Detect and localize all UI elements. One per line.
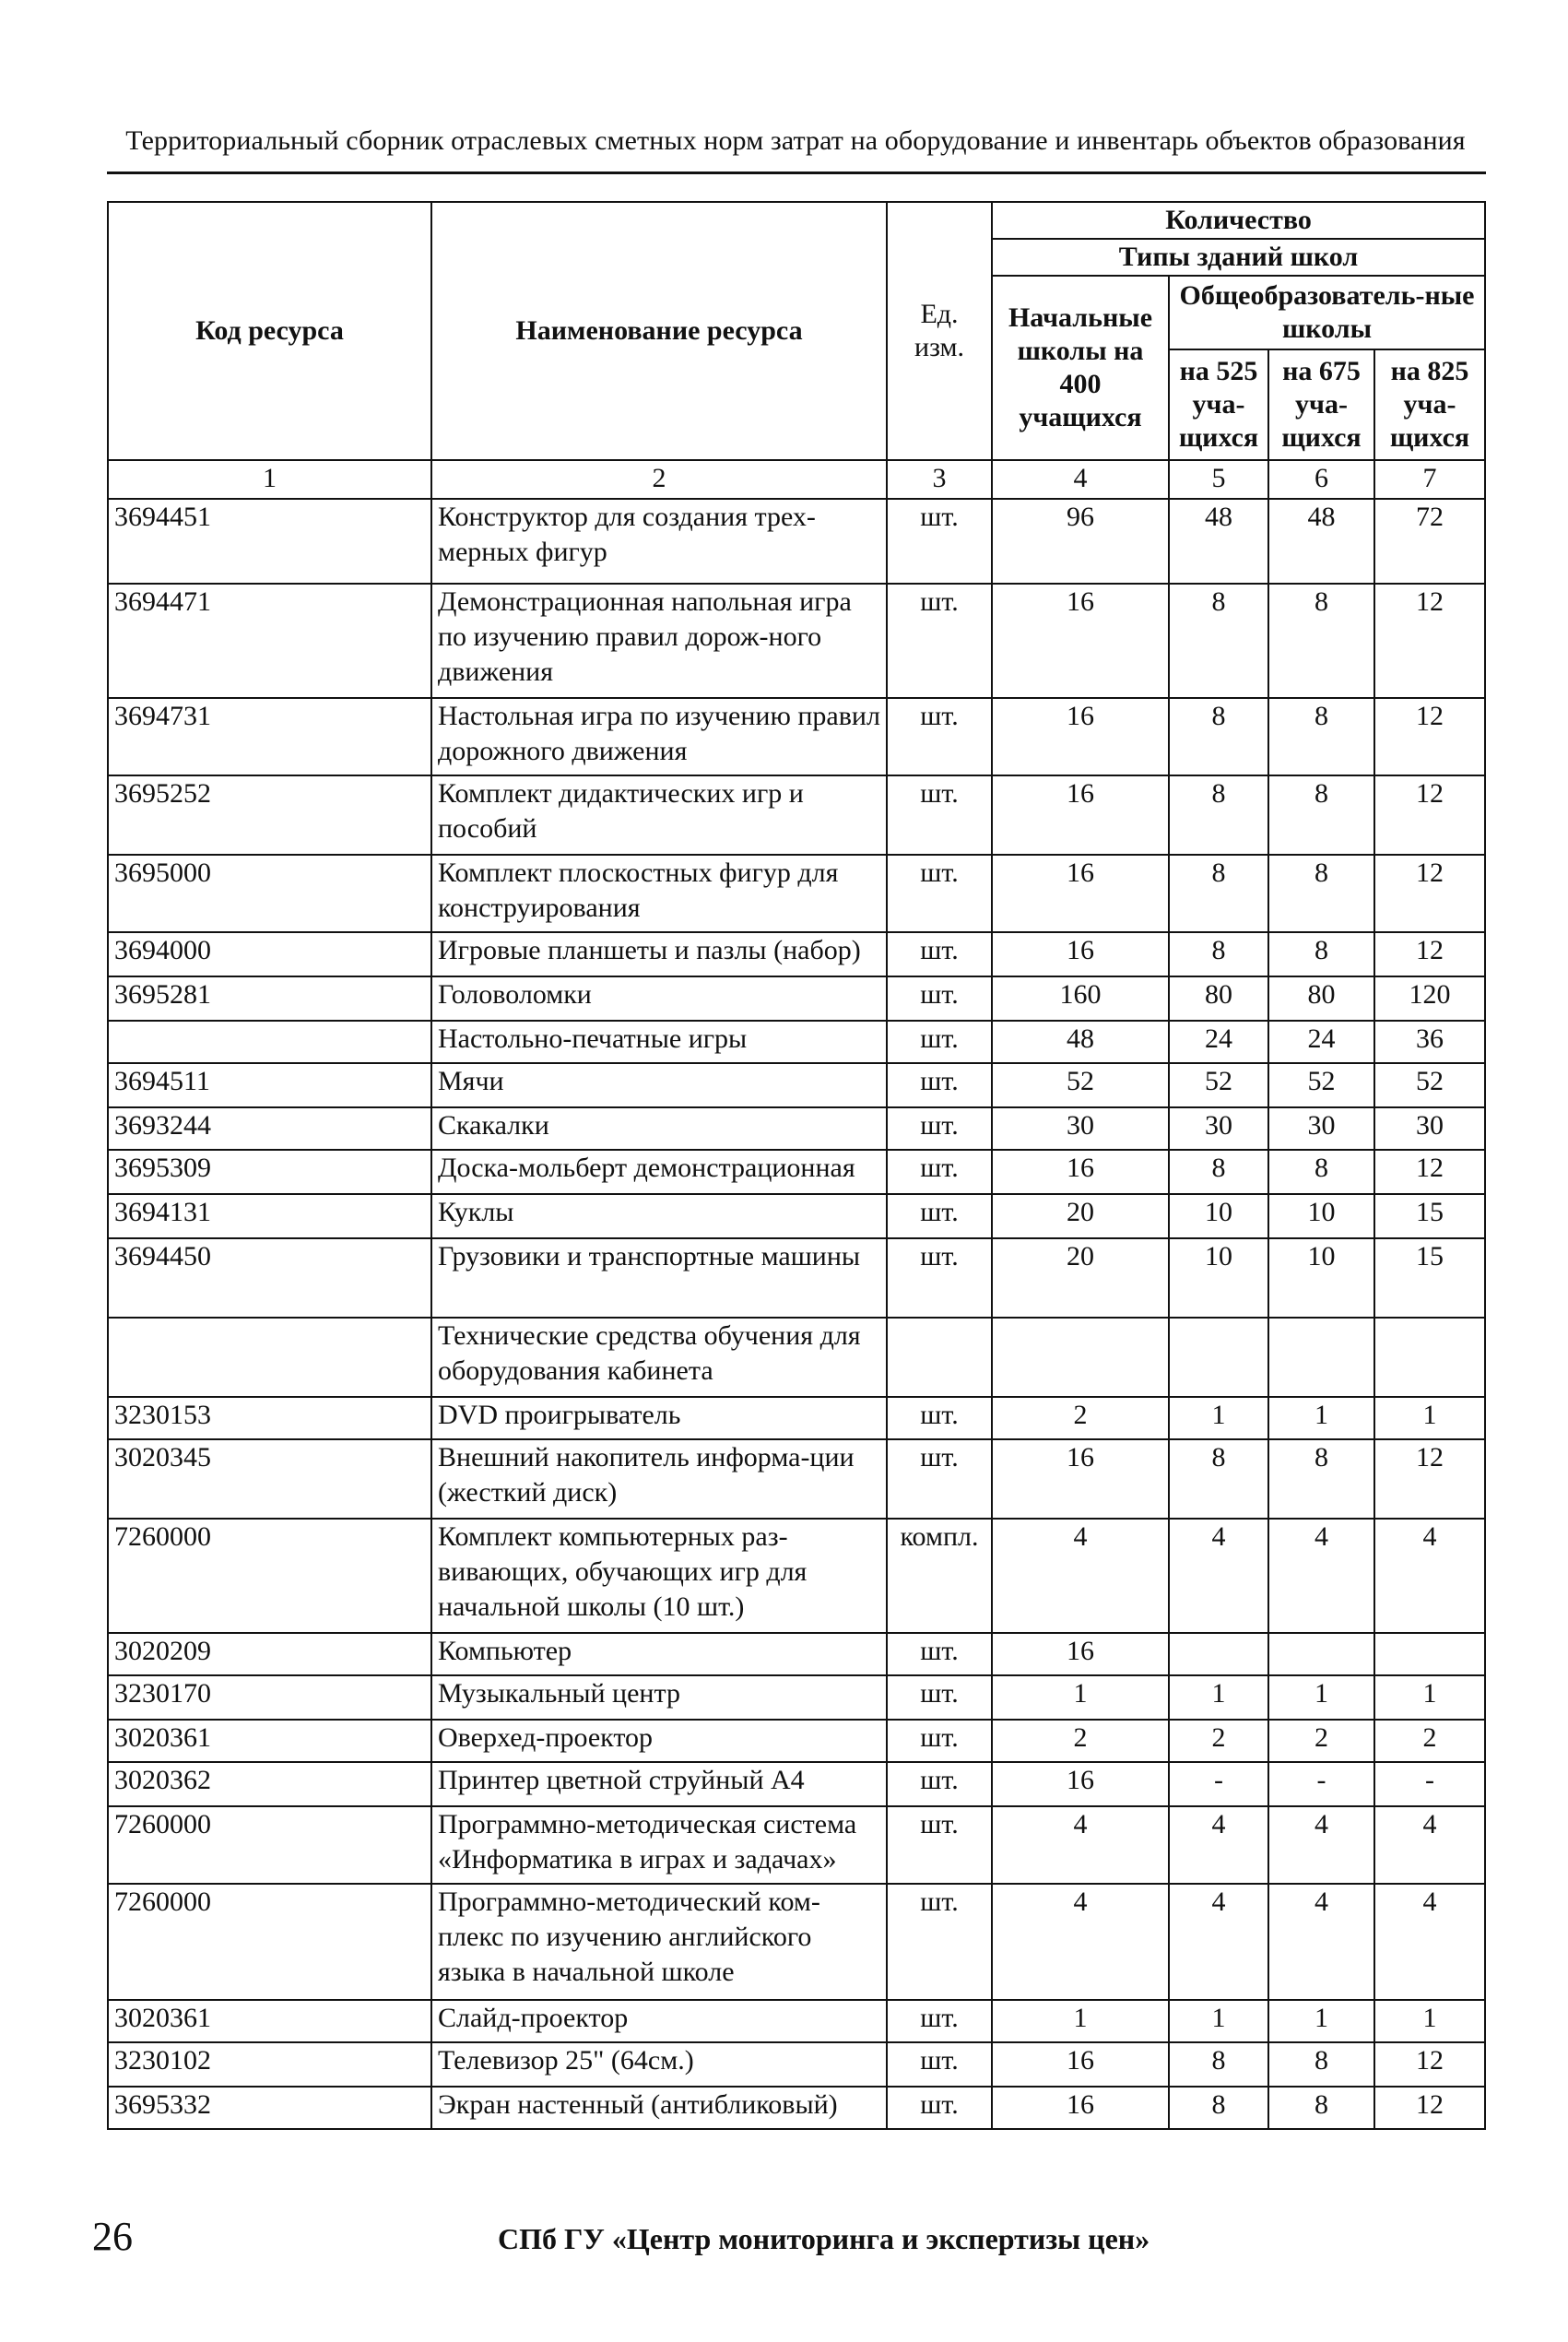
- resource-code: 3230170: [108, 1675, 431, 1720]
- qty-400: 4: [992, 1519, 1169, 1633]
- qty-400: 20: [992, 1194, 1169, 1238]
- table-row: [108, 1194, 1485, 1238]
- unit: шт.: [887, 584, 992, 698]
- unit: шт.: [887, 775, 992, 855]
- resource-code: 3694131: [108, 1194, 431, 1238]
- resource-name: Мячи: [431, 1063, 887, 1107]
- table-row: [108, 2042, 1485, 2087]
- table-row: [108, 1806, 1485, 1884]
- unit: шт.: [887, 499, 992, 584]
- qty-400: 1: [992, 1675, 1169, 1720]
- header-code: Код ресурса: [108, 202, 431, 460]
- qty-525: 8: [1169, 584, 1268, 698]
- resource-name: Игровые планшеты и пазлы (набор): [431, 932, 887, 976]
- resource-name: Экран настенный (антибликовый): [431, 2087, 887, 2129]
- unit: шт.: [887, 2042, 992, 2087]
- qty-675: 8: [1268, 2087, 1374, 2129]
- resource-code: [108, 1021, 431, 1063]
- qty-400: 16: [992, 1439, 1169, 1519]
- qty-400: 16: [992, 932, 1169, 976]
- qty-675: 4: [1268, 1806, 1374, 1884]
- unit: шт.: [887, 1806, 992, 1884]
- table-row: [108, 1107, 1485, 1150]
- resource-name: Конструктор для создания трех-мерных фигур: [431, 499, 887, 584]
- resource-code: 3020361: [108, 1720, 431, 1762]
- qty-675: 30: [1268, 1107, 1374, 1150]
- qty-525: 4: [1169, 1519, 1268, 1633]
- qty-825: 12: [1374, 1439, 1485, 1519]
- resource-name: Телевизор 25" (64см.): [431, 2042, 887, 2087]
- qty-400: 16: [992, 1762, 1169, 1806]
- qty-825: 12: [1374, 584, 1485, 698]
- resource-code: 7260000: [108, 1884, 431, 2000]
- qty-675: -: [1268, 1762, 1374, 1806]
- page-header-title: Территориальный сборник отраслевых сметных норм затрат на оборудование и инвентарь объектов образования: [125, 125, 1466, 156]
- unit: шт.: [887, 1063, 992, 1107]
- resource-name: Скакалки: [431, 1107, 887, 1150]
- qty-675: 52: [1268, 1063, 1374, 1107]
- footer-organization: СПб ГУ «Центр мониторинга и экспертизы цен»: [498, 2222, 1150, 2255]
- qty-675: 1: [1268, 1675, 1374, 1720]
- unit: шт.: [887, 1675, 992, 1720]
- table-row: [108, 1884, 1485, 2000]
- qty-400: 2: [992, 1720, 1169, 1762]
- column-number: 4: [992, 460, 1169, 499]
- resource-name: Программно-методический ком-плекс по изучению английского языка в начальной школе: [431, 1884, 887, 2000]
- qty-525: 8: [1169, 1439, 1268, 1519]
- resource-name: Доска-мольберт демонстрационная: [431, 1150, 887, 1194]
- resource-code: 3695252: [108, 775, 431, 855]
- qty-675: 8: [1268, 2042, 1374, 2087]
- qty-825: 15: [1374, 1194, 1485, 1238]
- page-number: 26: [92, 2214, 133, 2259]
- qty-525: 24: [1169, 1021, 1268, 1063]
- qty-675: 8: [1268, 855, 1374, 932]
- qty-825: 4: [1374, 1884, 1485, 2000]
- unit: шт.: [887, 932, 992, 976]
- table-row: [108, 1439, 1485, 1519]
- table-row: [108, 1762, 1485, 1806]
- qty-825: 4: [1374, 1519, 1485, 1633]
- qty-675: 10: [1268, 1238, 1374, 1318]
- qty-825: 12: [1374, 1150, 1485, 1194]
- column-number-row: [108, 460, 1485, 499]
- table-row: [108, 1238, 1485, 1318]
- resource-code: 3230102: [108, 2042, 431, 2087]
- qty-675: 8: [1268, 932, 1374, 976]
- resource-name: Грузовики и транспортные машины: [431, 1238, 887, 1318]
- resource-name: Комплект дидактических игр и пособий: [431, 775, 887, 855]
- resource-code: 7260000: [108, 1519, 431, 1633]
- unit: шт.: [887, 1150, 992, 1194]
- unit: шт.: [887, 1884, 992, 2000]
- qty-525: 8: [1169, 775, 1268, 855]
- qty-400: 16: [992, 2042, 1169, 2087]
- qty-825: 30: [1374, 1107, 1485, 1150]
- unit: шт.: [887, 855, 992, 932]
- qty-525: 8: [1169, 2087, 1268, 2129]
- unit: [887, 1318, 992, 1397]
- resource-code: 3020209: [108, 1633, 431, 1675]
- unit: шт.: [887, 1194, 992, 1238]
- qty-675: [1268, 1318, 1374, 1397]
- qty-675: 48: [1268, 499, 1374, 584]
- qty-525: 52: [1169, 1063, 1268, 1107]
- qty-400: 16: [992, 2087, 1169, 2129]
- qty-675: [1268, 1633, 1374, 1675]
- unit: шт.: [887, 1762, 992, 1806]
- resource-name: Оверхед-проектор: [431, 1720, 887, 1762]
- unit: шт.: [887, 1021, 992, 1063]
- resource-name: Демонстрационная напольная игра по изучению правил дорож-ного движения: [431, 584, 887, 698]
- resource-code: 3695332: [108, 2087, 431, 2129]
- column-number: 1: [108, 460, 431, 499]
- qty-825: 120: [1374, 976, 1485, 1021]
- qty-825: 2: [1374, 1720, 1485, 1762]
- qty-825: 12: [1374, 855, 1485, 932]
- table-row: [108, 976, 1485, 1021]
- header-quantity: Количество: [992, 202, 1485, 239]
- column-number: 7: [1374, 460, 1485, 499]
- qty-525: 30: [1169, 1107, 1268, 1150]
- qty-825: 12: [1374, 698, 1485, 775]
- table-row: [108, 775, 1485, 855]
- qty-525: 8: [1169, 2042, 1268, 2087]
- qty-825: 1: [1374, 2000, 1485, 2042]
- table-row: [108, 1318, 1485, 1397]
- qty-525: 1: [1169, 2000, 1268, 2042]
- resource-code: 3694450: [108, 1238, 431, 1318]
- table-row: [108, 1063, 1485, 1107]
- table-row: [108, 1519, 1485, 1633]
- resource-name: Комплект плоскостных фигур для конструирования: [431, 855, 887, 932]
- qty-400: 16: [992, 775, 1169, 855]
- resource-code: 3693244: [108, 1107, 431, 1150]
- qty-400: [992, 1318, 1169, 1397]
- qty-400: 1: [992, 2000, 1169, 2042]
- unit: шт.: [887, 698, 992, 775]
- qty-400: 16: [992, 1150, 1169, 1194]
- qty-825: 15: [1374, 1238, 1485, 1318]
- qty-825: 12: [1374, 2087, 1485, 2129]
- qty-675: 8: [1268, 775, 1374, 855]
- qty-675: 1: [1268, 2000, 1374, 2042]
- column-number: 2: [431, 460, 887, 499]
- table-row: [108, 932, 1485, 976]
- resource-code: 3230153: [108, 1397, 431, 1439]
- resource-code: 3694511: [108, 1063, 431, 1107]
- qty-525: 10: [1169, 1238, 1268, 1318]
- qty-400: 4: [992, 1806, 1169, 1884]
- qty-525: 8: [1169, 698, 1268, 775]
- qty-525: 4: [1169, 1806, 1268, 1884]
- resource-code: 3694731: [108, 698, 431, 775]
- qty-825: 72: [1374, 499, 1485, 584]
- resource-code: 3695000: [108, 855, 431, 932]
- resource-code: 3020345: [108, 1439, 431, 1519]
- qty-525: 80: [1169, 976, 1268, 1021]
- resource-code: 3020361: [108, 2000, 431, 2042]
- qty-675: 8: [1268, 698, 1374, 775]
- unit: шт.: [887, 1439, 992, 1519]
- qty-400: 30: [992, 1107, 1169, 1150]
- column-number: 5: [1169, 460, 1268, 499]
- qty-675: 10: [1268, 1194, 1374, 1238]
- qty-525: 8: [1169, 932, 1268, 976]
- resource-code: 3694000: [108, 932, 431, 976]
- header-525: на 525 уча-щихся: [1169, 349, 1268, 460]
- table-row: [108, 1150, 1485, 1194]
- qty-400: 48: [992, 1021, 1169, 1063]
- qty-825: 12: [1374, 2042, 1485, 2087]
- resource-name: Музыкальный центр: [431, 1675, 887, 1720]
- resource-code: 3695281: [108, 976, 431, 1021]
- qty-525: [1169, 1318, 1268, 1397]
- qty-825: 1: [1374, 1675, 1485, 1720]
- table-row: [108, 855, 1485, 932]
- resource-name: Компьютер: [431, 1633, 887, 1675]
- qty-675: 4: [1268, 1519, 1374, 1633]
- unit: шт.: [887, 2087, 992, 2129]
- qty-675: 24: [1268, 1021, 1374, 1063]
- table-row: [108, 1021, 1485, 1063]
- header-divider: [107, 172, 1486, 174]
- qty-400: 16: [992, 1633, 1169, 1675]
- resource-name: Головоломки: [431, 976, 887, 1021]
- resource-table: [107, 201, 1486, 2130]
- qty-675: 4: [1268, 1884, 1374, 2000]
- qty-825: 4: [1374, 1806, 1485, 1884]
- resource-name: Настольно-печатные игры: [431, 1021, 887, 1063]
- qty-400: 96: [992, 499, 1169, 584]
- unit: шт.: [887, 976, 992, 1021]
- header-675: на 675 уча-щихся: [1268, 349, 1374, 460]
- table-row: [108, 2087, 1485, 2129]
- qty-675: 2: [1268, 1720, 1374, 1762]
- table-row: [108, 499, 1485, 584]
- table-row: [108, 2000, 1485, 2042]
- table-row: [108, 1720, 1485, 1762]
- qty-675: 80: [1268, 976, 1374, 1021]
- table-row: [108, 1397, 1485, 1439]
- qty-525: [1169, 1633, 1268, 1675]
- unit: шт.: [887, 1633, 992, 1675]
- qty-675: 1: [1268, 1397, 1374, 1439]
- qty-400: 52: [992, 1063, 1169, 1107]
- resource-name: Принтер цветной струйный А4: [431, 1762, 887, 1806]
- qty-825: 52: [1374, 1063, 1485, 1107]
- qty-400: 20: [992, 1238, 1169, 1318]
- qty-825: 12: [1374, 932, 1485, 976]
- column-number: 3: [887, 460, 992, 499]
- qty-400: 16: [992, 698, 1169, 775]
- qty-400: 4: [992, 1884, 1169, 2000]
- resource-code: [108, 1318, 431, 1397]
- table-row: [108, 1675, 1485, 1720]
- qty-525: 1: [1169, 1397, 1268, 1439]
- qty-525: -: [1169, 1762, 1268, 1806]
- resource-code: 3694471: [108, 584, 431, 698]
- resource-code: 3020362: [108, 1762, 431, 1806]
- resource-name: Слайд-проектор: [431, 2000, 887, 2042]
- table-body: [108, 499, 1485, 2129]
- qty-525: 2: [1169, 1720, 1268, 1762]
- table-row: [108, 698, 1485, 775]
- table-row: [108, 1633, 1485, 1675]
- qty-400: 2: [992, 1397, 1169, 1439]
- qty-825: 36: [1374, 1021, 1485, 1063]
- resource-name: Программно-методическая система «Информатика в играх и задачах»: [431, 1806, 887, 1884]
- header-name: Наименование ресурса: [431, 202, 887, 460]
- column-number: 6: [1268, 460, 1374, 499]
- qty-525: 10: [1169, 1194, 1268, 1238]
- resource-code: 3694451: [108, 499, 431, 584]
- resource-name: Внешний накопитель информа-ции (жесткий диск): [431, 1439, 887, 1519]
- qty-825: [1374, 1318, 1485, 1397]
- qty-400: 16: [992, 855, 1169, 932]
- section-heading: Технические средства обучения для оборудования кабинета: [431, 1318, 887, 1397]
- qty-675: 8: [1268, 1150, 1374, 1194]
- qty-675: 8: [1268, 584, 1374, 698]
- resource-name: Комплект компьютерных раз-вивающих, обучающих игр для начальной школы (10 шт.): [431, 1519, 887, 1633]
- unit: шт.: [887, 2000, 992, 2042]
- qty-675: 8: [1268, 1439, 1374, 1519]
- qty-825: 12: [1374, 775, 1485, 855]
- resource-name: Куклы: [431, 1194, 887, 1238]
- header-general-schools: Общеобразователь-ные школы: [1169, 276, 1485, 349]
- qty-825: -: [1374, 1762, 1485, 1806]
- header-825: на 825 уча-щихся: [1374, 349, 1485, 460]
- table-header: [108, 202, 1485, 499]
- qty-525: 4: [1169, 1884, 1268, 2000]
- header-unit: Ед. изм.: [887, 202, 992, 460]
- qty-825: [1374, 1633, 1485, 1675]
- qty-525: 48: [1169, 499, 1268, 584]
- header-primary-schools: Начальные школы на 400 учащихся: [992, 276, 1169, 460]
- unit: шт.: [887, 1720, 992, 1762]
- unit: компл.: [887, 1519, 992, 1633]
- header-building-types: Типы зданий школ: [992, 239, 1485, 276]
- resource-code: 3695309: [108, 1150, 431, 1194]
- unit: шт.: [887, 1397, 992, 1439]
- qty-525: 8: [1169, 1150, 1268, 1194]
- qty-400: 160: [992, 976, 1169, 1021]
- qty-400: 16: [992, 584, 1169, 698]
- qty-825: 1: [1374, 1397, 1485, 1439]
- qty-525: 1: [1169, 1675, 1268, 1720]
- unit: шт.: [887, 1107, 992, 1150]
- table-row: [108, 584, 1485, 698]
- unit: шт.: [887, 1238, 992, 1318]
- resource-code: 7260000: [108, 1806, 431, 1884]
- resource-name: Настольная игра по изучению правил дорожного движения: [431, 698, 887, 775]
- qty-525: 8: [1169, 855, 1268, 932]
- resource-name: DVD проигрыватель: [431, 1397, 887, 1439]
